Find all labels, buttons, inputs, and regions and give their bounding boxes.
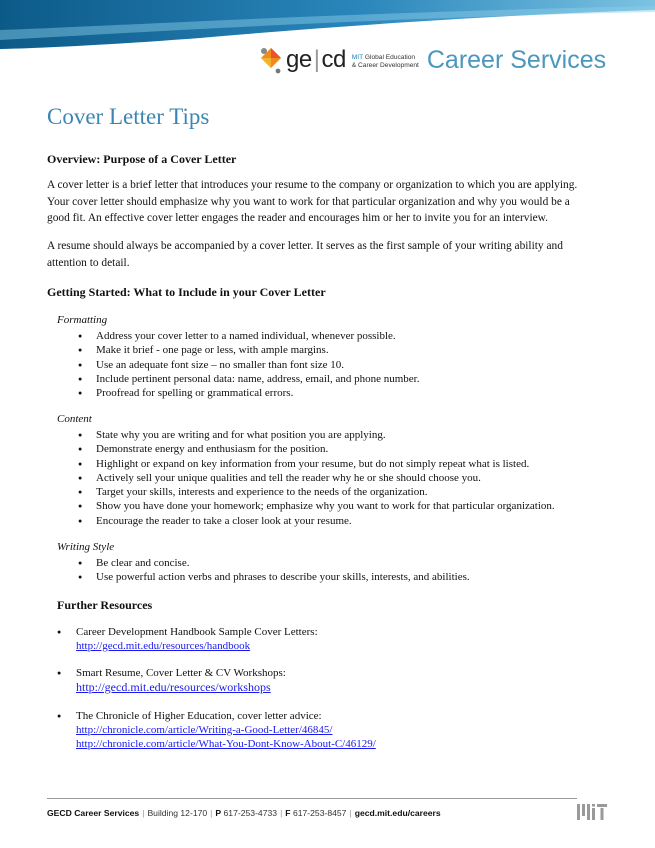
- footer-phone-label: P: [215, 808, 222, 818]
- logo-career-services: Career Services: [426, 45, 607, 74]
- overview-paragraph-1: [47, 177, 607, 227]
- list-item: ● Proofread for spelling or grammatical errors.: [78, 386, 419, 400]
- list-item: ● Use powerful action verbs and phrases to describe your skills, interests, and abilities.: [78, 570, 470, 584]
- formatting-list: [78, 329, 419, 400]
- footer-fax: 617-253-8457: [292, 808, 347, 818]
- list-item: ● Use an adequate font size – no smaller than font size 10.: [78, 358, 419, 372]
- list-item: ● Show you have done your homework; emphasize why you want to work for that particular organization.: [78, 499, 555, 513]
- page-title: Cover Letter Tips: [47, 104, 210, 129]
- list-item: ● Include pertinent personal data: name, address, email, and phone number.: [78, 372, 419, 386]
- content-label: Content: [57, 413, 92, 425]
- paragraph-line: A resume should always be accompanied by a cover letter. It serves as the first sample of your writing ability and: [47, 240, 563, 252]
- resource-text: Career Development Handbook Sample Cover Letters:: [76, 626, 318, 638]
- resource-link-workshops[interactable]: http://gecd.mit.edu/resources/workshops: [76, 680, 271, 694]
- footer-divider: [47, 798, 577, 799]
- overview-heading: Overview: Purpose of a Cover Letter: [47, 152, 237, 166]
- resource-link-handbook[interactable]: http://gecd.mit.edu/resources/handbook: [76, 640, 251, 652]
- logo-wordmark: ge|cd: [286, 46, 346, 73]
- list-item: ● Address your cover letter to a named individual, whenever possible.: [78, 329, 419, 343]
- gecd-logo[interactable]: [258, 40, 606, 80]
- resource-item-chronicle: [57, 709, 376, 751]
- mit-logo-icon: [577, 804, 607, 820]
- logo-subtitle: MIT Global Education & Career Development: [351, 53, 419, 69]
- gecd-logo-icon: [258, 45, 284, 75]
- bullet-icon: ●: [57, 669, 62, 677]
- paragraph-line: Your cover letter should emphasize why you want to work for that particular organization and why you would be a: [47, 195, 570, 208]
- list-item: ● Highlight or expand on key information from your resume, but do not simply repeat what is listed.: [78, 457, 555, 471]
- resource-item-handbook: [57, 625, 318, 653]
- footer-fax-label: F: [285, 808, 291, 818]
- overview-paragraph-2: [47, 238, 607, 271]
- paragraph-line: good fit. An effective cover letter engages the reader and encourages him or her to invite you for an interview.: [47, 212, 548, 224]
- footer-phone: 617-253-4733: [223, 808, 278, 818]
- resource-item-workshops: [57, 666, 286, 695]
- list-item: ● Actively sell your unique qualities and tell the reader why he or she should choose you.: [78, 471, 555, 485]
- getting-started-heading: Getting Started: What to Include in your Cover Letter: [47, 285, 326, 299]
- list-item: ● State why you are writing and for what position you are applying.: [78, 428, 555, 442]
- footer-contact: GECD Career Services | Building 12-170 | P 617-253-4733 | F 617-253-8457 | gecd.mit.edu/careers: [47, 808, 441, 818]
- further-resources-heading: Further Resources: [57, 598, 153, 612]
- content-list: [78, 428, 555, 528]
- bullet-icon: ●: [57, 628, 62, 636]
- resource-link-what-you-dont-know[interactable]: http://chronicle.com/article/What-You-Dont-Know-About-C/46129/: [76, 738, 376, 750]
- list-item: ● Make it brief - one page or less, with ample margins.: [78, 343, 419, 357]
- footer-website[interactable]: gecd.mit.edu/careers: [354, 808, 441, 818]
- resource-link-writing-good-letter[interactable]: http://chronicle.com/article/Writing-a-Good-Letter/46845/: [76, 724, 333, 736]
- paragraph-line: A cover letter is a brief letter that introduces your resume to the company or organization to which you are applying.: [47, 179, 578, 191]
- paragraph-line: attention to detail.: [47, 256, 130, 269]
- footer-building: Building 12-170: [147, 808, 208, 818]
- list-item: ● Target your skills, interests and experience to the needs of the organization.: [78, 485, 555, 499]
- list-item: ● Encourage the reader to take a closer look at your resume.: [78, 514, 555, 528]
- formatting-label: Formatting: [57, 314, 108, 326]
- list-item: ● Demonstrate energy and enthusiasm for the position.: [78, 442, 555, 456]
- resource-text: Smart Resume, Cover Letter & CV Workshops:: [76, 667, 286, 679]
- writing-style-label: Writing Style: [57, 541, 115, 553]
- list-item: ● Be clear and concise.: [78, 556, 470, 570]
- bullet-icon: ●: [57, 712, 62, 720]
- writing-style-list: [78, 556, 470, 585]
- resource-text: The Chronicle of Higher Education, cover letter advice:: [76, 710, 322, 722]
- footer-org: GECD Career Services: [47, 808, 140, 818]
